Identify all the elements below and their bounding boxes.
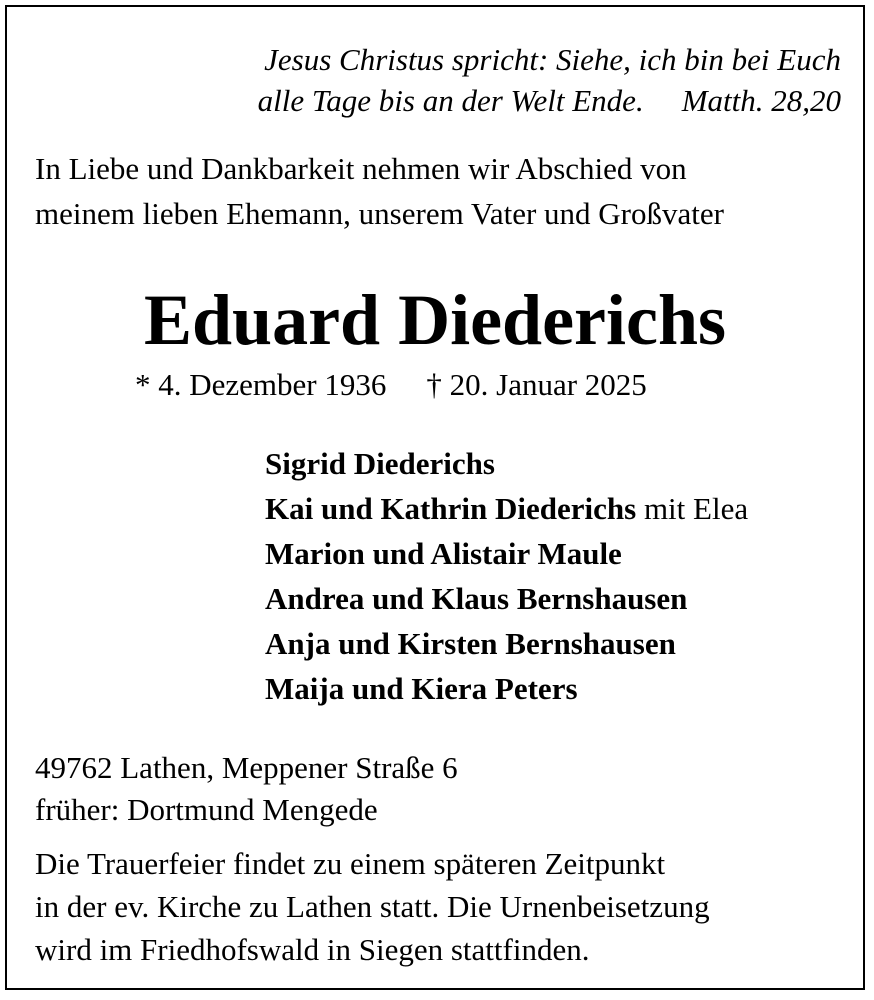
quote-line-1: Jesus Christus spricht: Siehe, ich bin bei Euch: [264, 42, 841, 77]
birth-date: * 4. Dezember 1936: [135, 367, 387, 402]
mourner-line: [265, 531, 748, 576]
mourner-name: Sigrid Diederichs: [265, 446, 495, 481]
quote-line-2: [258, 80, 841, 121]
ceremony-line-3: wird im Friedhofswald in Siegen stattfinden.: [35, 932, 590, 967]
life-dates: [135, 363, 647, 407]
family-address: [35, 747, 458, 831]
death-date: † 20. Januar 2025: [426, 367, 647, 402]
mourner-name: Marion und Alistair Maule: [265, 536, 622, 571]
mourner-line: [265, 486, 748, 531]
mourner-line: [265, 621, 748, 666]
address-line-1: 49762 Lathen, Meppener Straße 6: [35, 750, 458, 785]
mourner-name: Kai und Kathrin Diederichs: [265, 491, 637, 526]
intro-line-1: In Liebe und Dankbarkeit nehmen wir Abschied von: [35, 151, 687, 186]
ceremony-line-1: Die Trauerfeier findet zu einem späteren Zeitpunkt: [35, 846, 666, 881]
farewell-intro: [35, 146, 724, 236]
mourner-line: [265, 441, 748, 486]
bible-quote: [258, 39, 841, 121]
address-line-2: früher: Dortmund Mengede: [35, 792, 378, 827]
mourners-list: [265, 441, 748, 711]
ceremony-info: [35, 842, 710, 971]
mourner-name: Maija und Kiera Peters: [265, 671, 578, 706]
mourner-name: Anja und Kirsten Bernshausen: [265, 626, 676, 661]
mourner-line: [265, 666, 748, 711]
quote-line-2-text: alle Tage bis an der Welt Ende.: [257, 83, 644, 118]
mourner-name: Andrea und Klaus Bernshausen: [265, 581, 688, 616]
intro-line-2: meinem lieben Ehemann, unserem Vater und Großvater: [35, 196, 724, 231]
ceremony-line-2: in der ev. Kirche zu Lathen statt. Die Urnenbeisetzung: [35, 889, 710, 924]
obituary-notice: [5, 5, 865, 990]
mourner-line: [265, 576, 748, 621]
quote-reference: Matth. 28,20: [681, 83, 841, 118]
mourner-suffix: mit Elea: [636, 491, 749, 526]
deceased-name: Eduard Diederichs: [143, 280, 727, 360]
